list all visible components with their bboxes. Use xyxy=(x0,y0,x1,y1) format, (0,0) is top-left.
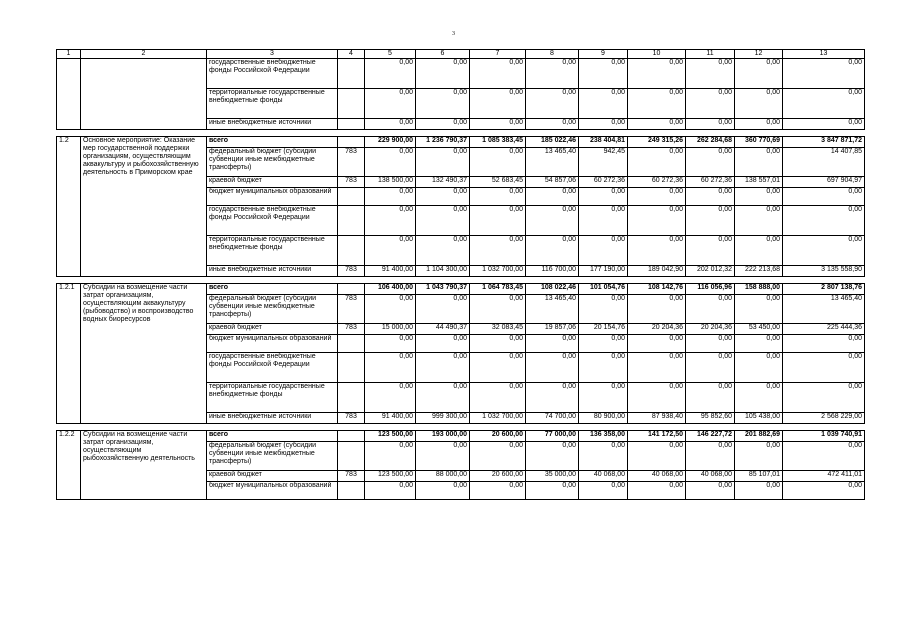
value-cell: 15 000,00 xyxy=(365,324,416,335)
code-cell xyxy=(338,59,365,89)
value-cell: 0,00 xyxy=(416,148,470,177)
value-cell: 0,00 xyxy=(735,188,783,206)
value-cell: 0,00 xyxy=(579,383,628,413)
value-cell: 0,00 xyxy=(783,442,865,471)
value-cell: 0,00 xyxy=(783,482,865,500)
value-cell: 0,00 xyxy=(470,335,526,353)
value-cell: 0,00 xyxy=(526,383,579,413)
value-cell: 0,00 xyxy=(735,148,783,177)
value-cell: 87 938,40 xyxy=(628,413,686,424)
value-cell: 0,00 xyxy=(686,148,735,177)
value-cell: 60 272,36 xyxy=(686,177,735,188)
item-number-cell: 1.2.2 xyxy=(57,431,81,500)
value-cell: 74 700,00 xyxy=(526,413,579,424)
section-gap xyxy=(57,130,865,137)
value-cell: 0,00 xyxy=(628,236,686,266)
value-cell: 80 900,00 xyxy=(579,413,628,424)
value-cell: 1 064 783,45 xyxy=(470,284,526,295)
source-cell: территориальные государственные внебюджетные фонды xyxy=(207,383,338,413)
value-cell: 136 358,00 xyxy=(579,431,628,442)
code-cell xyxy=(338,89,365,119)
value-cell: 0,00 xyxy=(783,89,865,119)
value-cell: 132 490,37 xyxy=(416,177,470,188)
value-cell: 19 857,06 xyxy=(526,324,579,335)
value-cell: 202 012,32 xyxy=(686,266,735,277)
source-cell: иные внебюджетные источники xyxy=(207,413,338,424)
value-cell: 138 500,00 xyxy=(365,177,416,188)
value-cell: 0,00 xyxy=(628,442,686,471)
value-cell: 0,00 xyxy=(365,383,416,413)
value-cell: 0,00 xyxy=(416,59,470,89)
code-cell xyxy=(338,188,365,206)
table-row xyxy=(57,137,865,148)
table-row xyxy=(57,431,865,442)
value-cell: 2 568 229,00 xyxy=(783,413,865,424)
value-cell: 222 213,68 xyxy=(735,266,783,277)
value-cell: 0,00 xyxy=(526,119,579,130)
value-cell: 0,00 xyxy=(579,335,628,353)
value-cell: 91 400,00 xyxy=(365,266,416,277)
value-cell: 0,00 xyxy=(416,188,470,206)
value-cell: 0,00 xyxy=(470,89,526,119)
value-cell: 360 770,69 xyxy=(735,137,783,148)
value-cell: 0,00 xyxy=(470,119,526,130)
value-cell: 32 083,45 xyxy=(470,324,526,335)
value-cell: 193 000,00 xyxy=(416,431,470,442)
value-cell: 249 315,26 xyxy=(628,137,686,148)
value-cell: 0,00 xyxy=(686,188,735,206)
value-cell: 13 465,40 xyxy=(783,295,865,324)
value-cell: 0,00 xyxy=(470,383,526,413)
code-cell: 783 xyxy=(338,177,365,188)
column-number-cell: 3 xyxy=(207,50,338,59)
value-cell: 0,00 xyxy=(628,295,686,324)
value-cell: 0,00 xyxy=(686,353,735,383)
value-cell: 105 438,00 xyxy=(735,413,783,424)
item-title-cell xyxy=(81,59,207,130)
source-cell: всего xyxy=(207,137,338,148)
value-cell: 0,00 xyxy=(526,188,579,206)
value-cell: 40 068,00 xyxy=(628,471,686,482)
value-cell: 60 272,36 xyxy=(579,177,628,188)
table-row xyxy=(57,284,865,295)
value-cell: 0,00 xyxy=(628,59,686,89)
value-cell: 0,00 xyxy=(526,482,579,500)
value-cell: 0,00 xyxy=(416,383,470,413)
value-cell: 0,00 xyxy=(783,119,865,130)
value-cell: 0,00 xyxy=(628,353,686,383)
value-cell: 0,00 xyxy=(470,482,526,500)
value-cell: 0,00 xyxy=(579,442,628,471)
source-cell: территориальные государственные внебюджетные фонды xyxy=(207,89,338,119)
source-cell: бюджет муниципальных образований xyxy=(207,188,338,206)
value-cell: 697 904,97 xyxy=(783,177,865,188)
value-cell: 3 847 871,72 xyxy=(783,137,865,148)
column-number-cell: 11 xyxy=(686,50,735,59)
value-cell: 0,00 xyxy=(526,236,579,266)
value-cell: 0,00 xyxy=(470,148,526,177)
value-cell: 54 857,06 xyxy=(526,177,579,188)
value-cell: 0,00 xyxy=(735,442,783,471)
column-number-cell: 12 xyxy=(735,50,783,59)
value-cell: 108 142,76 xyxy=(628,284,686,295)
value-cell: 91 400,00 xyxy=(365,413,416,424)
code-cell xyxy=(338,119,365,130)
item-number-cell xyxy=(57,59,81,130)
value-cell: 0,00 xyxy=(365,206,416,236)
code-cell xyxy=(338,284,365,295)
source-cell: бюджет муниципальных образований xyxy=(207,335,338,353)
value-cell: 0,00 xyxy=(628,89,686,119)
value-cell: 53 450,00 xyxy=(735,324,783,335)
source-cell: иные внебюджетные источники xyxy=(207,266,338,277)
value-cell: 95 852,60 xyxy=(686,413,735,424)
value-cell: 0,00 xyxy=(365,295,416,324)
value-cell: 0,00 xyxy=(735,119,783,130)
value-cell: 20 154,76 xyxy=(579,324,628,335)
value-cell: 0,00 xyxy=(783,236,865,266)
code-cell: 783 xyxy=(338,266,365,277)
source-cell: краевой бюджет xyxy=(207,177,338,188)
value-cell: 106 400,00 xyxy=(365,284,416,295)
value-cell: 0,00 xyxy=(365,119,416,130)
value-cell: 1 236 790,37 xyxy=(416,137,470,148)
column-number-cell: 1 xyxy=(57,50,81,59)
value-cell: 0,00 xyxy=(628,335,686,353)
value-cell: 0,00 xyxy=(526,353,579,383)
value-cell: 0,00 xyxy=(470,442,526,471)
value-cell: 0,00 xyxy=(579,482,628,500)
value-cell: 35 000,00 xyxy=(526,471,579,482)
value-cell: 40 068,00 xyxy=(686,471,735,482)
column-number-cell: 7 xyxy=(470,50,526,59)
value-cell: 0,00 xyxy=(526,335,579,353)
value-cell: 0,00 xyxy=(628,383,686,413)
value-cell: 0,00 xyxy=(416,442,470,471)
value-cell: 177 190,00 xyxy=(579,266,628,277)
gap-cell xyxy=(57,424,865,431)
value-cell: 1 032 700,00 xyxy=(470,266,526,277)
value-cell: 0,00 xyxy=(579,188,628,206)
value-cell: 0,00 xyxy=(783,206,865,236)
value-cell: 60 272,36 xyxy=(628,177,686,188)
value-cell: 0,00 xyxy=(783,188,865,206)
value-cell: 0,00 xyxy=(526,59,579,89)
source-cell: бюджет муниципальных образований xyxy=(207,482,338,500)
column-number-cell: 8 xyxy=(526,50,579,59)
source-cell: государственные внебюджетные фонды Российской Федерации xyxy=(207,59,338,89)
value-cell: 77 000,00 xyxy=(526,431,579,442)
value-cell: 88 000,00 xyxy=(416,471,470,482)
value-cell: 0,00 xyxy=(365,89,416,119)
value-cell: 0,00 xyxy=(628,148,686,177)
value-cell: 116 056,96 xyxy=(686,284,735,295)
value-cell: 0,00 xyxy=(579,295,628,324)
value-cell: 999 300,00 xyxy=(416,413,470,424)
value-cell: 0,00 xyxy=(686,59,735,89)
value-cell: 0,00 xyxy=(526,206,579,236)
value-cell: 0,00 xyxy=(686,236,735,266)
value-cell: 472 411,01 xyxy=(783,471,865,482)
value-cell: 1 085 383,45 xyxy=(470,137,526,148)
value-cell: 2 807 138,76 xyxy=(783,284,865,295)
value-cell: 0,00 xyxy=(365,335,416,353)
value-cell: 40 068,00 xyxy=(579,471,628,482)
column-number-cell: 9 xyxy=(579,50,628,59)
value-cell: 20 600,00 xyxy=(470,471,526,482)
value-cell: 0,00 xyxy=(686,295,735,324)
value-cell: 185 022,46 xyxy=(526,137,579,148)
section-gap xyxy=(57,277,865,284)
value-cell: 0,00 xyxy=(470,295,526,324)
column-number-cell: 5 xyxy=(365,50,416,59)
item-title-cell: Основное мероприятие: Оказание мер государственной поддержки организациям, осуществляющим аквакультуру и рыбохозяйственную деятельность в Приморском крае xyxy=(81,137,207,277)
code-cell xyxy=(338,442,365,471)
value-cell: 0,00 xyxy=(416,482,470,500)
code-cell xyxy=(338,482,365,500)
value-cell: 0,00 xyxy=(735,295,783,324)
budget-table xyxy=(56,49,865,500)
value-cell: 189 042,90 xyxy=(628,266,686,277)
value-cell: 0,00 xyxy=(365,442,416,471)
value-cell: 225 444,36 xyxy=(783,324,865,335)
value-cell: 44 490,37 xyxy=(416,324,470,335)
source-cell: территориальные государственные внебюджетные фонды xyxy=(207,236,338,266)
source-cell: иные внебюджетные источники xyxy=(207,119,338,130)
column-number-cell: 4 xyxy=(338,50,365,59)
value-cell: 0,00 xyxy=(470,206,526,236)
value-cell: 0,00 xyxy=(579,119,628,130)
value-cell: 0,00 xyxy=(365,353,416,383)
value-cell: 0,00 xyxy=(416,335,470,353)
value-cell: 0,00 xyxy=(783,353,865,383)
code-cell: 783 xyxy=(338,295,365,324)
value-cell: 0,00 xyxy=(579,236,628,266)
value-cell: 20 204,36 xyxy=(628,324,686,335)
value-cell: 238 404,81 xyxy=(579,137,628,148)
value-cell: 13 465,40 xyxy=(526,295,579,324)
value-cell: 0,00 xyxy=(628,188,686,206)
value-cell: 201 882,69 xyxy=(735,431,783,442)
value-cell: 0,00 xyxy=(628,206,686,236)
value-cell: 0,00 xyxy=(526,89,579,119)
source-cell: всего xyxy=(207,284,338,295)
value-cell: 0,00 xyxy=(783,335,865,353)
value-cell: 123 500,00 xyxy=(365,471,416,482)
source-cell: краевой бюджет xyxy=(207,471,338,482)
section-gap xyxy=(57,424,865,431)
value-cell: 0,00 xyxy=(526,442,579,471)
source-cell: федеральный бюджет (субсидии субвенции иные межбюджетные трансферты) xyxy=(207,295,338,324)
value-cell: 0,00 xyxy=(628,119,686,130)
value-cell: 14 407,85 xyxy=(783,148,865,177)
value-cell: 1 039 740,91 xyxy=(783,431,865,442)
value-cell: 0,00 xyxy=(365,188,416,206)
value-cell: 0,00 xyxy=(628,482,686,500)
code-cell xyxy=(338,383,365,413)
item-number-cell: 1.2 xyxy=(57,137,81,277)
code-cell xyxy=(338,206,365,236)
value-cell: 3 135 558,90 xyxy=(783,266,865,277)
value-cell: 101 054,76 xyxy=(579,284,628,295)
value-cell: 0,00 xyxy=(416,119,470,130)
value-cell: 0,00 xyxy=(579,89,628,119)
column-number-cell: 6 xyxy=(416,50,470,59)
value-cell: 0,00 xyxy=(686,383,735,413)
item-number-cell: 1.2.1 xyxy=(57,284,81,424)
value-cell: 1 032 700,00 xyxy=(470,413,526,424)
value-cell: 0,00 xyxy=(365,236,416,266)
value-cell: 20 204,36 xyxy=(686,324,735,335)
code-cell: 783 xyxy=(338,413,365,424)
value-cell: 0,00 xyxy=(735,59,783,89)
page-number: 3 xyxy=(452,31,455,37)
value-cell: 20 600,00 xyxy=(470,431,526,442)
value-cell: 0,00 xyxy=(686,206,735,236)
value-cell: 0,00 xyxy=(365,482,416,500)
gap-cell xyxy=(57,277,865,284)
value-cell: 0,00 xyxy=(686,442,735,471)
column-number-cell: 10 xyxy=(628,50,686,59)
column-number-cell: 2 xyxy=(81,50,207,59)
value-cell: 0,00 xyxy=(686,335,735,353)
value-cell: 85 107,01 xyxy=(735,471,783,482)
value-cell: 0,00 xyxy=(686,89,735,119)
value-cell: 0,00 xyxy=(686,482,735,500)
value-cell: 0,00 xyxy=(735,335,783,353)
value-cell: 13 465,40 xyxy=(526,148,579,177)
item-title-cell: Субсидии на возмещение части затрат организациям, осуществляющим рыбохозяйственную деятельность xyxy=(81,431,207,500)
table-header-row xyxy=(57,50,865,59)
gap-cell xyxy=(57,130,865,137)
value-cell: 0,00 xyxy=(735,206,783,236)
code-cell: 783 xyxy=(338,148,365,177)
value-cell: 0,00 xyxy=(579,353,628,383)
code-cell xyxy=(338,236,365,266)
value-cell: 0,00 xyxy=(686,119,735,130)
value-cell: 123 500,00 xyxy=(365,431,416,442)
value-cell: 0,00 xyxy=(416,236,470,266)
value-cell: 138 557,01 xyxy=(735,177,783,188)
code-cell: 783 xyxy=(338,324,365,335)
code-cell xyxy=(338,335,365,353)
value-cell: 0,00 xyxy=(783,59,865,89)
value-cell: 0,00 xyxy=(735,353,783,383)
value-cell: 0,00 xyxy=(470,59,526,89)
value-cell: 229 900,00 xyxy=(365,137,416,148)
table-row xyxy=(57,59,865,89)
value-cell: 0,00 xyxy=(470,353,526,383)
value-cell: 146 227,72 xyxy=(686,431,735,442)
value-cell: 52 683,45 xyxy=(470,177,526,188)
source-cell: федеральный бюджет (субсидии субвенции иные межбюджетные трансферты) xyxy=(207,148,338,177)
code-cell xyxy=(338,137,365,148)
value-cell: 0,00 xyxy=(579,59,628,89)
value-cell: 0,00 xyxy=(416,353,470,383)
value-cell: 0,00 xyxy=(470,236,526,266)
value-cell: 141 172,50 xyxy=(628,431,686,442)
column-number-cell: 13 xyxy=(783,50,865,59)
value-cell: 0,00 xyxy=(416,89,470,119)
value-cell: 0,00 xyxy=(735,383,783,413)
value-cell: 1 104 300,00 xyxy=(416,266,470,277)
code-cell: 783 xyxy=(338,471,365,482)
value-cell: 0,00 xyxy=(416,295,470,324)
source-cell: государственные внебюджетные фонды Российской Федерации xyxy=(207,353,338,383)
value-cell: 0,00 xyxy=(365,148,416,177)
value-cell: 116 700,00 xyxy=(526,266,579,277)
source-cell: федеральный бюджет (субсидии субвенции иные межбюджетные трансферты) xyxy=(207,442,338,471)
code-cell xyxy=(338,353,365,383)
value-cell: 942,45 xyxy=(579,148,628,177)
value-cell: 0,00 xyxy=(416,206,470,236)
value-cell: 0,00 xyxy=(735,89,783,119)
value-cell: 158 888,00 xyxy=(735,284,783,295)
value-cell: 0,00 xyxy=(365,59,416,89)
value-cell: 262 284,68 xyxy=(686,137,735,148)
item-title-cell: Субсидии на возмещение части затрат организациям, осуществляющим аквакультуру (рыбоводство) и воспроизводство водных биоресурсов xyxy=(81,284,207,424)
source-cell: государственные внебюджетные фонды Российской Федерации xyxy=(207,206,338,236)
value-cell: 0,00 xyxy=(470,188,526,206)
value-cell: 0,00 xyxy=(735,236,783,266)
value-cell: 0,00 xyxy=(783,383,865,413)
source-cell: краевой бюджет xyxy=(207,324,338,335)
value-cell: 0,00 xyxy=(579,206,628,236)
source-cell: всего xyxy=(207,431,338,442)
code-cell xyxy=(338,431,365,442)
value-cell: 108 022,46 xyxy=(526,284,579,295)
value-cell: 1 043 790,37 xyxy=(416,284,470,295)
value-cell: 0,00 xyxy=(735,482,783,500)
